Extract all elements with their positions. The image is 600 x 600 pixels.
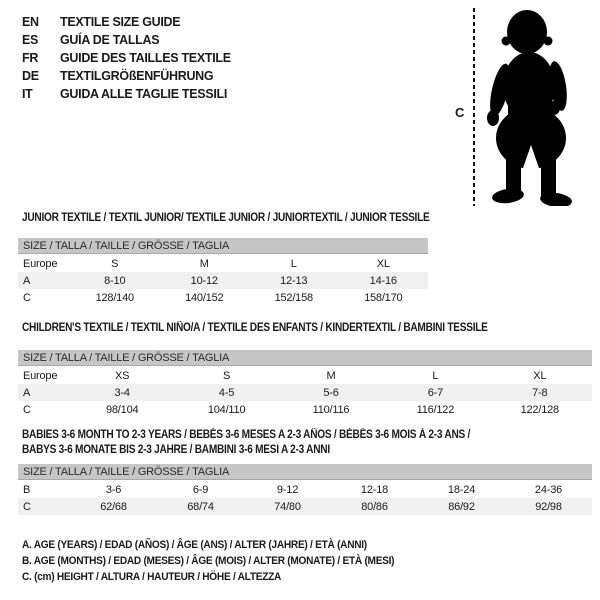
table-row <box>18 481 592 498</box>
size-cell: 6-7 <box>427 386 444 399</box>
size-cell: XS <box>115 369 130 382</box>
size-cell: 158/170 <box>364 291 403 304</box>
table-row <box>18 401 592 418</box>
language-row-en <box>22 13 231 31</box>
height-reference-label: C <box>455 105 465 120</box>
size-cell: 4-5 <box>218 386 235 399</box>
table-row <box>18 498 592 515</box>
size-cell: 74/80 <box>274 500 301 513</box>
language-label: TEXTILGRÖßENFÜHRUNG <box>60 69 214 83</box>
size-cell: 92/98 <box>535 500 562 513</box>
table-row <box>18 255 428 272</box>
table-row <box>18 384 592 401</box>
size-cell: 62/68 <box>100 500 127 513</box>
footnote-age-months: B. AGE (MONTHS) / EDAD (MESES) / ÂGE (MOIS) / ALTER (MONATE) / ETÀ (MESI) <box>22 555 395 567</box>
size-cell: 3-6 <box>105 483 122 496</box>
size-cell: 104/110 <box>207 403 246 416</box>
language-code: EN <box>22 15 39 29</box>
row-label: C <box>23 500 31 513</box>
row-label: Europe <box>23 369 58 382</box>
children-size-header: SIZE / TALLA / TAILLE / GRÖSSE / TAGLIA <box>18 350 592 366</box>
language-row-es <box>22 31 231 49</box>
junior-table-title: JUNIOR TEXTILE / TEXTIL JUNIOR/ TEXTILE JUNIOR / JUNIORTEXTIL / JUNIOR TESSILE <box>22 212 430 224</box>
footnotes <box>22 537 427 585</box>
size-cell: XL <box>376 257 390 270</box>
size-cell: 18-24 <box>447 483 476 496</box>
babies-table-title-line2: BABYS 3-6 MONATE BIS 2-3 JAHRE / BAMBINI 3-6 MESI A 2-3 ANNI <box>22 444 330 456</box>
baby-silhouette-icon <box>484 4 600 206</box>
size-cell: M <box>199 257 209 270</box>
row-label: A <box>23 386 31 399</box>
language-label: GUÍA DE TALLAS <box>60 33 160 47</box>
size-cell: 12-13 <box>280 274 308 287</box>
children-size-table <box>18 367 592 418</box>
size-cell: M <box>326 369 336 382</box>
language-label: TEXTILE SIZE GUIDE <box>60 15 181 29</box>
row-label: Europe <box>23 257 58 270</box>
language-row-fr <box>22 49 231 67</box>
size-cell: 24-36 <box>534 483 563 496</box>
row-label: A <box>23 274 31 287</box>
size-cell: S <box>111 257 119 270</box>
footnote-age-years: A. AGE (YEARS) / EDAD (AÑOS) / ÂGE (ANS) / ALTER (JAHRE) / ETÀ (ANNI) <box>22 539 367 551</box>
size-cell: 8-10 <box>104 274 126 287</box>
row-label: B <box>23 483 31 496</box>
children-table-title: CHILDREN'S TEXTILE / TEXTIL NIÑO/A / TEXTILE DES ENFANTS / KINDERTEXTIL / BAMBINI TESSILE <box>22 322 488 334</box>
babies-table-title-line1: BABIES 3-6 MONTH TO 2-3 YEARS / BEBÉS 3-6 MESES A 2-3 AÑOS / BÉBÉS 3-6 MOIS À 2-3 ANS / <box>22 429 471 441</box>
row-label: C <box>23 403 31 416</box>
size-cell: S <box>223 369 231 382</box>
size-cell: 10-12 <box>190 274 218 287</box>
language-code: IT <box>22 87 33 101</box>
size-cell: 6-9 <box>192 483 209 496</box>
size-cell: 86/92 <box>448 500 475 513</box>
language-code: DE <box>22 69 39 83</box>
table-row <box>18 367 592 384</box>
babies-size-table <box>18 481 592 515</box>
table-row <box>18 289 428 306</box>
babies-size-header: SIZE / TALLA / TAILLE / GRÖSSE / TAGLIA <box>18 464 592 480</box>
language-row-it <box>22 85 231 103</box>
size-cell: 98/104 <box>105 403 139 416</box>
junior-size-table <box>18 255 428 306</box>
height-dashed-line <box>473 8 475 206</box>
size-cell: 14-16 <box>369 274 397 287</box>
size-cell: 122/128 <box>520 403 559 416</box>
size-cell: L <box>290 257 297 270</box>
language-code: ES <box>22 33 39 47</box>
size-cell: 7-8 <box>532 386 548 399</box>
language-list <box>22 13 231 103</box>
footnote-height: C. (cm) HEIGHT / ALTURA / HAUTEUR / HÖHE / ALTEZZA <box>22 571 282 583</box>
size-cell: XL <box>533 369 547 382</box>
language-label: GUIDA ALLE TAGLIE TESSILI <box>60 87 228 101</box>
row-label: C <box>23 291 31 304</box>
size-cell: L <box>432 369 439 382</box>
language-row-de <box>22 67 231 85</box>
size-cell: 12-18 <box>360 483 389 496</box>
language-label: GUIDE DES TAILLES TEXTILE <box>60 51 231 65</box>
table-row <box>18 272 428 289</box>
size-cell: 3-4 <box>114 386 130 399</box>
size-cell: 68/74 <box>187 500 214 513</box>
size-cell: 128/140 <box>95 291 134 304</box>
size-cell: 116/122 <box>416 403 455 416</box>
language-code: FR <box>22 51 39 65</box>
junior-size-header: SIZE / TALLA / TAILLE / GRÖSSE / TAGLIA <box>18 238 428 254</box>
size-cell: 140/152 <box>185 291 224 304</box>
size-cell: 5-6 <box>323 386 339 399</box>
size-cell: 9-12 <box>276 483 299 496</box>
size-cell: 110/116 <box>312 403 350 416</box>
size-cell: 80/86 <box>361 500 388 513</box>
size-cell: 152/158 <box>274 291 313 304</box>
